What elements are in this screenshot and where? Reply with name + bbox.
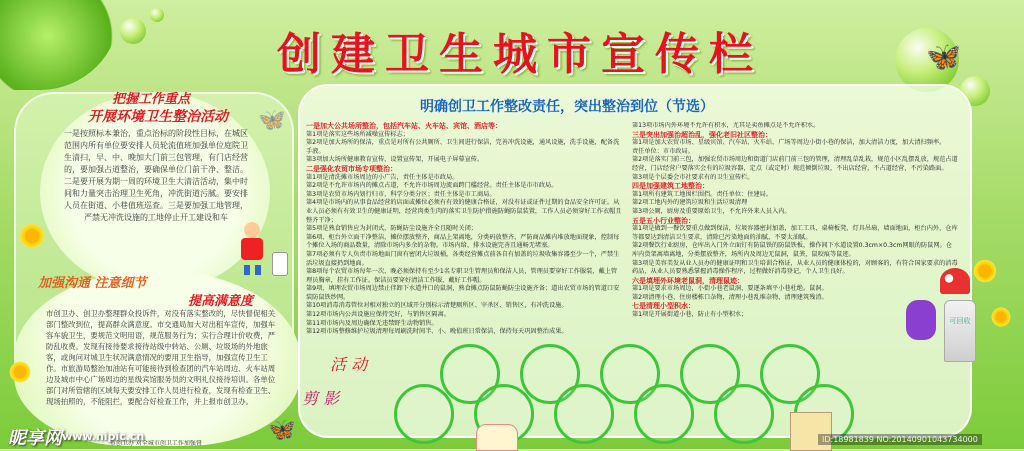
section-item: 第2项餐饮行业厨房，仓库出入门外立面钉有防鼠铁的防鼠铁板，操作间下水道设置0.3cm×0.3cm网眼的防鼠网。仓库内货架离墙离地，分类摆放整齐，场所内及周边无鼠洞，鼠粪，鼠咬痕等鼠迹。: [632, 242, 952, 258]
butterfly-icon: 🦋: [926, 40, 961, 73]
sunflower-icon: [990, 306, 1012, 328]
mushroom-icon: [940, 268, 970, 294]
section-heading: 六是填埋外环境老鼠洞，清理鼠迹：: [632, 276, 744, 285]
butterfly-icon: 🦋: [268, 418, 296, 443]
photo-frame: [714, 384, 774, 444]
section-item: 第12项市场整修维护垃圾清理每周刷洗时间半、小、晚值班日常保洁，保持每天巩固整治成果。: [306, 328, 568, 336]
section-item: 第13项市场内外环境不允许有积水，尤其是卖鱼摊点是不允许积水。: [632, 122, 820, 129]
section-heading: 四是加强建筑工地整治：: [632, 182, 709, 191]
activity-label: 活 动: [330, 355, 368, 374]
photo-frame: [554, 384, 614, 444]
section-heading: 七是清理小型积水：: [632, 302, 695, 311]
left-footer: 市创卫办 对全城市创卫工作加强督: [110, 440, 202, 447]
left-heading-2: 开展环境卫生整治活动: [88, 109, 228, 125]
left-body-2: 市创卫办、创卫办整理群众投诉件，对没有落实整改的，尽快督促相关部门整改到位，提高群众满意度。市交通局加大对出租车宣传，加强车容车貌卫生，要规范文明用语，规范服务行为；实行合理计价收费，严防乱收费。发现有接待要求接待站级中转站、公厕、垃圾场的外地旅客，或询问对城卫生状况满意情况的要用卫生指导，加强宣传卫生工作。市旅游局整治加油站有可能接待到检查团的汽车站周边、火车站周边及城市中心广场周边的星级宾馆服务员的文明礼仪接待培训。各单位部门对所管辖的区域每天要安排工作人员进行检查，发现有检查卫生、现场拍照的，不能阻拦，要配合好检查工作，并上报市创卫办。: [46, 309, 276, 406]
section-item: 第6项、柜台外立面干净整洁，摊位摆放整齐，商品上架离地，分类码放整齐，严防商品摊内堆放地面现象，控制每个摊位入场的商品数量，清除市场内多余的杂物。市场内给、排水设施完善且通畅无堵塞。: [306, 233, 620, 250]
butterfly-icon: 🦋: [258, 108, 286, 133]
kid-figure-icon: [476, 424, 518, 451]
mascot-icon: [906, 300, 936, 340]
watermark-url: www.nipic.cn: [62, 430, 145, 443]
section-item: 第1项是做到一餐饮要重点做到保洁，垃圾容器密封加盖，加工工具、桌椅板凳，灯具吊扇，墙面地面，柜台内外，仓库等都要达到清洁卫生要求，清除已污染地面的油腻，不要太油腻。: [632, 225, 958, 241]
recycle-bin-icon: 可回收: [944, 300, 976, 362]
section-item: 第7项必须有专人负责市场地面门窗有密闭大垃圾桶，各类经营摊点前各自有加盖的垃圾收集容器至少一个，严禁生活垃圾直接扔到地面。: [306, 250, 620, 267]
section-item: 第3项是美容美发从业人员办的健康证明和卫生培训合格证，从业人员的健康体检的，对顾客的，有符合国家要求的消毒药品，从业人员要熟悉掌握消毒操作程序，过程做好消毒登记，个人卫生良好。: [632, 259, 958, 276]
section-item: 第4项是市场内的从事食品经营的店面或摊位必须有有效的健康合格证，对没有证或证件过期的食品安全许可证。从业人员必须有有效卫生的健康证明，经营肉类生肉的落实卫生防护措施防蝇防鼠装置，工作人员必须穿好工作衣帽且整齐干净；: [306, 199, 622, 224]
photo-frame: [634, 384, 694, 444]
section-item: 第2项是落实门前三包，加强农贸市场周边和街道门店前门前三包的管理，清理乱草乱栽，规范小区乱摆乱放，规范占道经营，门店经营户要落实会有的垃圾容器，定点（或定时）规范倾倒垃圾，不出店经营，不占道经营，不污染路面。: [632, 156, 958, 172]
section-heading: 五是五小行业整治：: [632, 216, 695, 225]
section-item: 第1项是要求市场周边，小街小巷老鼠洞，要逐条填平小巷杜绝。鼠洞。: [632, 285, 828, 293]
left-heading-3: 加强沟通 注意细节: [38, 276, 147, 291]
photo-frame: [394, 384, 454, 444]
left-heading-1: 把握工作重点: [112, 92, 191, 107]
sunflower-icon: [8, 360, 32, 384]
section-item: 第3项加大场所健康教育宣传，设置宣传架，开展电子屏幕宣传。: [306, 156, 484, 164]
section-item: 第1项是清洗摊市场周边的小广告，责任主体是市政局。: [306, 173, 459, 181]
section-item: 第2项是不允许市场内的摊点占道，不允许市场周边流面跨门槛经营。责任主体是市市政局。: [306, 182, 558, 190]
section-item: 第1项是开展街道小巷，防止有小型积水；: [632, 311, 748, 319]
watermark-logo: 昵享网: [8, 428, 62, 449]
photos-label: 剪 影: [302, 389, 340, 408]
bubble-decoration: [150, 8, 164, 22]
section-item: 第1项是加大农贸市场、星级宾馆、汽车站、火车站、广场等周边小街小巷的保洁，加大清洁力度，加大清扫频率。: [632, 139, 946, 147]
left-heading-4: 提高满意度: [188, 294, 254, 309]
cleaner-figure-icon: [234, 222, 270, 272]
section-item: 第9项，填埋农贸市场周边禁止伴卸下水道井口的鼠洞，熟食摊点防鼠防蝇防尘设施齐备；道出农贸市场的管道口安装防鼠铁纱网。: [306, 285, 620, 301]
left-body-1: 一是按照标本兼治，重点治标的阶段性目标，在城区范围内所有单位要安排人员轮流值班加强单位庭院卫生清扫，早、中、晚加大门前三包管理，有门店经营的，要加强占道整治，要确保单位门前干净、整洁。二是要开展为期一周的环境卫生大清洁活动，集中时间和力量突击治理卫生死角，冲洗街道污腻。要安排人员在街道、小巷值班巡查。三是要加强工地管理，严禁无冲洗设施的工地停止开工建设和车: [64, 129, 248, 222]
section-heading: 三是突出加强治超治乱，强化老旧社区整治：: [632, 130, 772, 139]
section-item: 第3项是农贸市场内划行归市，科学分类分区；责任主体是市工商局。: [306, 190, 496, 198]
house-icon: [790, 412, 832, 451]
section-heading: 一是加大公共场所整治，包括汽车站、火车站、宾馆、酒店等：: [306, 122, 502, 130]
section-item: 第2项工地内外的建筑垃圾和生活垃圾清理: [632, 199, 748, 207]
watermark-id: ID:18981839 NO:20140901043734000: [818, 434, 982, 445]
section-item: 第11项市场内及周边确保无违禁野生动物销售。: [306, 319, 438, 327]
section-item: 第3项是个层委会市社要求有的卫生宣传栏。: [632, 173, 754, 181]
page-title: 创建卫生城市宣传栏: [277, 29, 763, 80]
section-item: 第2项是加大场所的保洁，重点是对所有公共厕所、卫生间进行保洁，完善冲洗设施，通风设施，洗手设施，配备洗手液。: [306, 139, 620, 155]
section-heading: 二是强化农贸市场专项整治：: [306, 164, 397, 173]
main-column-1: [306, 122, 622, 344]
trash-can-icon: [272, 252, 288, 276]
bubble-decoration: [120, 18, 146, 44]
section-item: 第3项公厕，厨房及重要原始卫生，不允许外来人员入内。: [632, 207, 791, 215]
sunflower-icon: [972, 258, 998, 284]
section-item: 第12项市场内公共设施应保持完好，与销售区隔离。: [306, 311, 450, 319]
leaf-decoration: [0, 0, 120, 90]
section-item: 第1项所有建筑工地围栏围挡。责任单位：住建局。: [632, 190, 773, 198]
section-item: 第1项是落实这些场所减噪宣传标志；: [306, 130, 409, 138]
section-item: 第10项消毒消毒管位对相对独立的区域开分别标示清楚厕所区、宰杀区、销售区，有冲洗设施。: [306, 302, 568, 310]
sunflower-icon: [18, 222, 46, 250]
section-item: 第8项每个农贸市场每年一次、晚必须保持有至少1名专职卫生管理员和保洁人员，管理员要穿好工作服装，戴上管理员胸章，挂有工作证。保洁员要穿好清洁工作服，戴好工作帽。: [306, 268, 618, 284]
main-subtitle: 明确创卫工作整改责任，突出整治到位（节选）: [420, 99, 714, 115]
section-item: 第5项是熟食销售应为封闭式，防蝇防尘设施齐全且随时关闭；: [306, 225, 477, 233]
section-item: 第2项清理小巷、住房楼栋口杂物，清理小巷乱堆杂物，清理建筑残渣。: [632, 293, 828, 301]
section-item: 责任单位：市市政局。: [632, 147, 694, 155]
